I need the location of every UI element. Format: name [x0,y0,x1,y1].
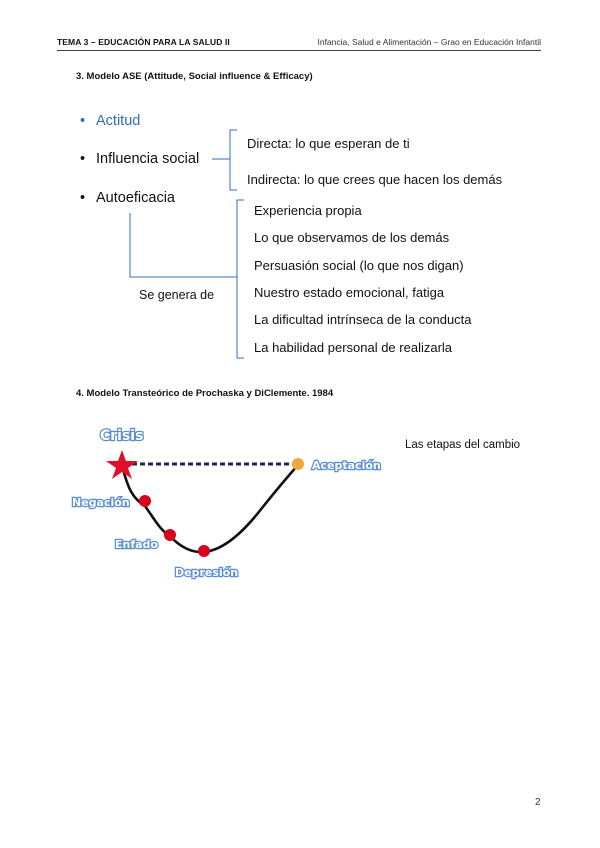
enfado-dot [164,529,176,541]
stage-label-crisis: Crisis [100,428,144,444]
stage-label-depresion: Depresión [175,566,239,579]
social-bracket [230,130,237,190]
bullet-label: Autoeficacia [96,190,175,206]
efficacy-item: Experiencia propia [254,203,362,218]
generated-from-label: Se genera de [139,288,215,302]
header-course-title: TEMA 3 – EDUCACIÓN PARA LA SALUD II [57,37,230,47]
stages-caption: Las etapas del cambio [405,439,521,451]
efficacy-item: Nuestro estado emocional, fatiga [254,285,445,300]
stage-label-enfado: Enfado [115,538,158,551]
efficacy-item: Persuasión social (lo que nos digan) [254,258,464,273]
efficacy-item: La habilidad personal de realizarla [254,340,453,355]
page-number: 2 [535,797,541,808]
negacion-dot [139,495,151,507]
efficacy-item: Lo que observamos de los demás [254,230,450,245]
efficacy-connector [130,213,237,277]
stage-label-negacion: Negación [72,496,130,509]
bullet-label: Influencia social [96,151,200,167]
social-item-indirecta: Indirecta: lo que crees que hacen los demás [247,172,503,187]
efficacy-bracket [237,200,244,358]
bullet-label: Actitud [96,113,141,129]
section-3-title: 3. Modelo ASE (Attitude, Social influence & Efficacy) [76,71,313,82]
header-subject: Infancia, Salud e Alimentación – Grao en Educación Infantil [317,37,541,47]
depresion-dot [198,545,210,557]
stage-label-aceptacion: Aceptación [312,459,381,472]
bullet-dot-icon: • [80,190,86,206]
social-item-directa: Directa: lo que esperan de ti [247,136,410,151]
bullet-dot-icon: • [80,151,86,167]
section-4-title: 4. Modelo Transteórico de Prochaska y DiClemente. 1984 [76,388,334,399]
aceptacion-dot [292,458,304,470]
bullet-dot-icon: • [80,113,86,129]
efficacy-item: La dificultad intrínseca de la conducta [254,312,472,327]
